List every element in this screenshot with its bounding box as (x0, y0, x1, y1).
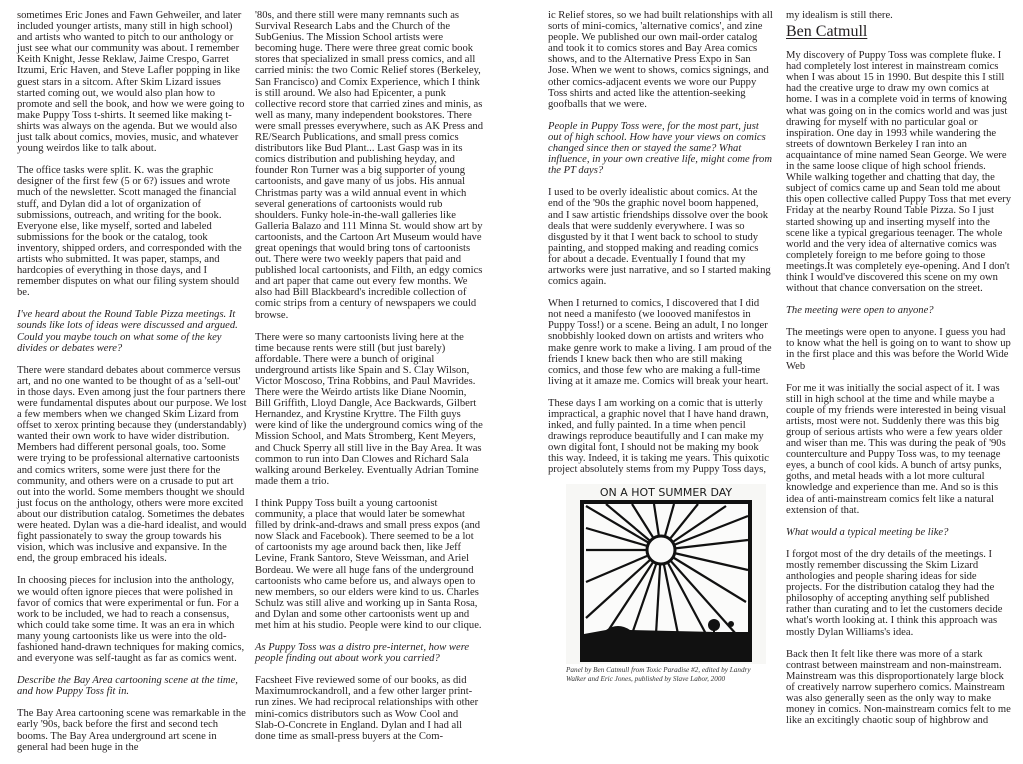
paragraph: sometimes Eric Jones and Fawn Gehweiler, and later included younger artists, many still in high school) and artists who wanted to pitch to our anthology or just see what our community was about. I remember Keith Knight, Jesse Reklaw, Jaime Crespo, Garret Itzumi, Eric Haven, and Steve Lafler popping in like guest stars in a sitcom. After Skim Lizard issues started coming out, we would also plan how to promote and sell the book, and how we were going to make Puppy Toss t-shirts. It seemed like making t-shirts was always on the agenda. But we would also just talk about comics, movies, music, and whatever young weirdos like to talk about. (17, 10, 245, 155)
interview-question: The meeting were open to anyone? (786, 305, 934, 317)
paragraph: When I returned to comics, I discovered that I did not need a manifesto (we loooved manifestos in Puppy Toss!) or a scene. Being an adult, I no longer snobbishly looked down on artists and writers who make genre work to make a living. I am proud of the friends I knew back then who are still making comics, and those few who are making a full-time living at it amaze me. Comics will break your heart. (548, 298, 772, 387)
paragraph: My discovery of Puppy Toss was complete fluke. I had completely lost interest in mainstream comics when I was about 15 in 1990. But despite this I still had the creative urge to draw my own comics at home. I was in a complete void in terms of knowing what was going on in the comics world and was just drawing for myself with no particular goal or inspiration. One day in 1993 while wandering the streets of downtown Berkeley I ran into an acquaintance of mine named Sean George. We were in the same loose clique of high school friends. While walking together and chatting that day, the subject of comics came up and Sean told me about this open collective called Puppy Toss that met every Friday at the nearby Round Table Pizza. So I just started showing up and inserting myself into the scene like a typical gregarious teenager. The whole world and the very idea of alternative comics was completely foreign to me before going to those meetings.It was completely eye-opening. And I don't think I would've discovered this scene on my own without that chance conversation on the street. (786, 50, 1012, 295)
paragraph: The Bay Area cartooning scene was remarkable in the early '90s, back before the first and second tech booms. The Bay Area underground art scene in general had been huge in the (17, 708, 246, 753)
column-4 (786, 10, 1014, 737)
paragraph: For me it was initially the social aspect of it. I was still in high school at the time and while maybe a couple of my friends were interested in being visual artists, most were not. Suddenly there was this big group of serious artists who were a few years older and wiser than me. This was during the peak of '90s counterculture and Puppy Toss was, to my teenage eyes, a bunch of cool kids. A bunch of artsy punks, goths, and metal heads with a lot more cultural knowledge and experience than me. And so is this idea of anti-mainstream comics felt like a natural extension of that. (786, 382, 1007, 516)
paragraph: There were so many cartoonists living here at the time because rents were still (but just barely) affordable. There were a bunch of original underground artists like Spain and S. Clay Wilson, Victor Moscoso, Trina Robbins, and Paul Mavrides. There were the Weirdo artists like Diane Noomin, Bill Griffith, Lloyd Dangle, Ace Backwards, Gilbert Hernandez, and Krystine Kryttre. The Filth guys were kind of like the underground comics wing of the Mission School, and Mats Stromberg, Kent Meyers, and Chuck Sperry all still live in the Bay Area. It was common to run into Dan Clowes and Richard Sala walking around Berkeley. Eventually Adrian Tomine made them a trio. (255, 331, 483, 487)
column-1 (17, 10, 247, 764)
column-3 (548, 10, 773, 685)
section-heading: Ben Catmull (786, 23, 868, 41)
comic-panel-figure (566, 484, 771, 685)
interview-question: People in Puppy Toss were, for the most part, just out of high school. How have your views on comics changed since then or stayed the same? What influence, in your own creative life, might come from the PT days? (548, 120, 772, 177)
figure-caption: Panel by Ben Catmull from Toxic Paradise #2, edited by Landry Walker and Eric Jones, published by Slave Labor, 2000 (566, 665, 751, 684)
paragraph: I forgot most of the dry details of the meetings. I mostly remember discussing the Skim Lizard anthologies and people sharing ideas for side projects. For the distribution catalog they had the philosophy of accepting anything self published rather than curating and to let the customers decide what's worth looking at. I think this approach was mostly Dylan Williams's idea. (786, 548, 1003, 638)
paragraph: I used to be overly idealistic about comics. At the end of the '90s the graphic novel boom happened, and I saw artistic friendships dissolve over the book deals that were suddenly everywhere. I was so disgusted by it that I went back to school to study painting, and stopped making and reading comics for about a decade. Eventually I found that my artworks were just narrative, and so I started making comics again. (548, 187, 771, 288)
comic-panel-image (566, 484, 766, 664)
svg-text:ON A HOT SUMMER DAY: ON A HOT SUMMER DAY (599, 485, 733, 499)
paragraph: Back then It felt like there was more of a stark contrast between mainstream and non-mainstream. Mainstream was this disproportionately large block of creatively narrow superhero comics. Mainstream was also generally seen as the only way to make money in comics. Non-mainstream comics felt to me like an excitingly chaotic soup of highbrow and (786, 648, 1011, 727)
interview-question: Describe the Bay Area cartooning scene at the time, and how Puppy Toss fit in. (17, 675, 238, 698)
paragraph: The meetings were open to anyone. I guess you had to know what the hell is going on to want to show up in the first place and this was before the World Wide Web (786, 327, 1011, 372)
paragraph: ic Relief stores, so we had built relationships with all sorts of mini-comics, 'alternative comics', and zine people. We published our own mail-order catalog and took it to comics stores and Bay Area comics shows, and to the Alternative Press Expo in San Jose. When we went to shows, comics signings, and other comics-adjacent events we wore our Puppy Toss shirts and acted like the attention-seeking goofballs that we were. (548, 10, 773, 110)
interview-question: What would a typical meeting be like? (786, 526, 949, 538)
paragraph: I think Puppy Toss built a young cartoonist community, a place that would later be somewhat filled by drink-and-draws and small press expos (and now Slack and Facebook). There seemed to be a lot of cartoonists my age around back then, like Jeff Levine, Frank Santoro, Steve Weissman, and Ariel Bordeau. We were all huge fans of the underground cartoonists who came before us, and always open to new members, so our elders were kind to us. Charles Schulz was still alive and working up in Santa Rosa, and Dylan and some other cartoonists went up and met him at his studio. People were kind to our clique. (255, 497, 482, 631)
column-2 (255, 10, 483, 753)
paragraph: The office tasks were split. K. was the graphic designer of the first few (5 or 6?) issues and wrote much of the newsletter. Scott managed the financial stuff, and Dylan did a lot of organization of submissions, outreach, and writing for the book. Everyone else, like myself, sorted and labeled submissions for the book or the catalog, took inventory, shipped orders, and corresponded with the artists who submitted. It was paper, stamps, and hardcopies of everything in those days, and I remember disputes on what our filing system should be. (17, 165, 242, 299)
sun-illustration (566, 484, 766, 664)
paragraph: These days I am working on a comic that is utterly impractical, a graphic novel that I have hand drawn, inked, and fully painted. In a time when pencil drawings reproduce beautifully and I can make my own digital font, I should not be making my book this way. Indeed, it is taking me years. This quixotic project absolutely stems from my Puppy Toss days, (548, 397, 769, 476)
paragraph: Facsheet Five reviewed some of our books, as did Maximumrockandroll, and a few other larger print-run zines. We had reciprocal relationships with other mini-comics distributors such as Wow Cool and Slab-O-Concrete in England. Dylan and I had all done time as small-press buyers at the Com- (255, 675, 479, 742)
interview-question: As Puppy Toss was a distro pre-internet, how were people finding out about work you carried? (255, 642, 470, 665)
paragraph: There were standard debates about commerce versus art, and no one wanted to be thought of as a 'sell-out' in those days. Even among just the four partners there were fundamental disputes about our purpose. We lost a few members when we changed Skim Lizard from offset to xerox printing because they (understandably) wanted their own work to have wider distribution. Members had different personal goals, too. Some were trying to be professional alternative cartoonists and comics writers, some were just there for the community, and others were on a crusade to put art out into the world. Some members thought we should just focus on the anthology, others were more excited about our distribution catalog. Sometimes the debates were heated. Dylan was a die-hard idealist, and would fight passionately to sway the group towards his vision, which was inclusive and expansive. In the end, the group embraced his ideals. (17, 364, 247, 565)
interview-question: I've heard about the Round Table Pizza meetings. It sounds like lots of ideas were discussed and argued. Could you maybe touch on what some of the key divides or debates were? (17, 309, 238, 354)
paragraph: my idealism is still there. (786, 10, 893, 21)
paragraph: In choosing pieces for inclusion into the anthology, we would often ignore pieces that were polished in favor of comics that were experimental or fun. For a work to be included, we had to reach a consensus, which could take some time. It was an era in which many young cartoonists like us were into the old-fashioned hand-drawn techniques for making comics, and everyone was self-taught as far as comics went. (17, 575, 245, 665)
paragraph: '80s, and there still were many remnants such as Survival Research Labs and the Church of the SubGenius. The Mission School artists were becoming huge. There were three great comic book stores that specialized in small press comics, and all carried minis: the two Comic Relief stores (Berkeley, San Francisco) and Comix Experience, which I think is still around. We also had Epicenter, a punk collective record store that carried zines and minis, as well as many, many independent bookstores. There were small presses everywhere, such as AK Press and RE/Search Publications, and small press comics distributors like Bud Plant... Last Gasp was in its comics distribution and publishing heyday, and founder Ron Turner was a big supporter of young cartoonists, and gave many of us jobs. His annual Christmas party was a wild annual event in which several generations of cartoonists would rub shoulders. Funky hole-in-the-wall galleries like Galleria Balazo and 111 Minna St. would show art by cartoonists, and the Cartoon Art Museum would have great openings that would bring tons of cartoonists out. There were two weekly papers that paid and published local cartoonists, and Filth, an edgy comics and art paper that came out every few months. We also had Bill Blackbeard's incredible collection of comic strips from a century of newspapers we could browse. (255, 10, 483, 321)
